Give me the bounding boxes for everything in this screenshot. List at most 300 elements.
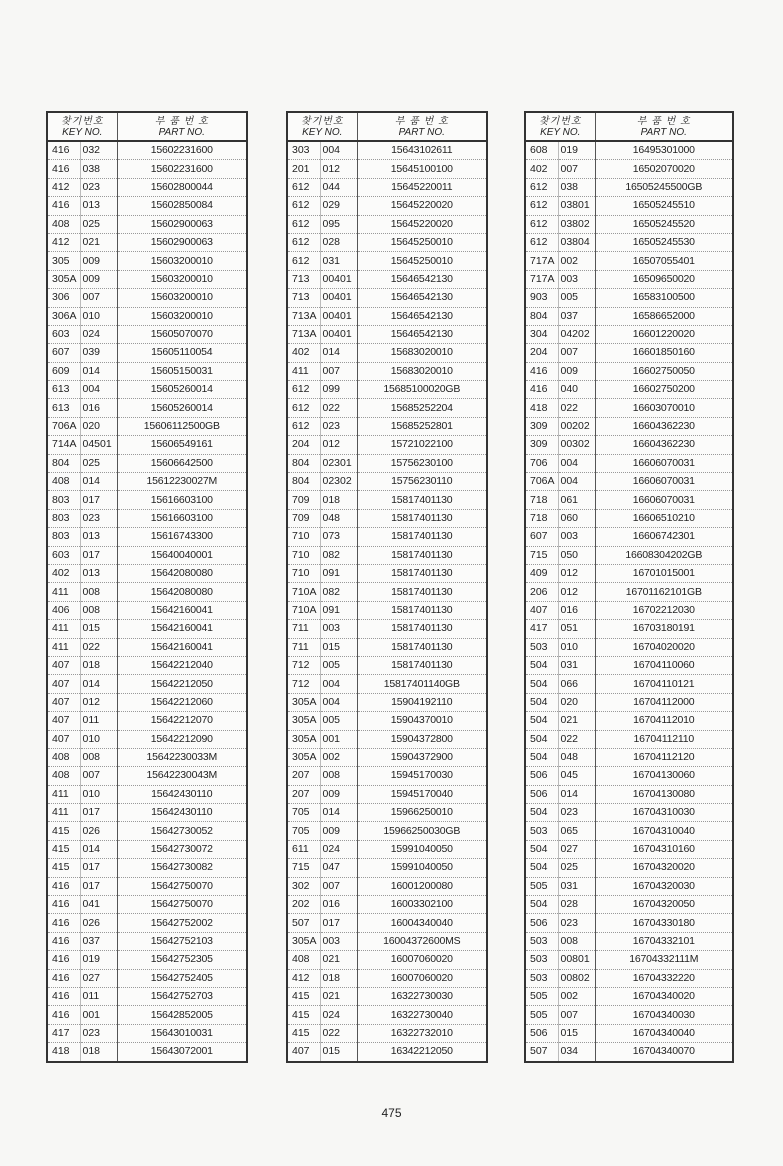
table-row	[288, 381, 486, 399]
table-row	[526, 840, 732, 858]
page-number: 475	[381, 1106, 402, 1120]
part-number: 15640040001	[117, 546, 246, 564]
key-no-group: 504	[526, 804, 558, 822]
table-row	[48, 785, 246, 803]
key-no-item: 023	[80, 1024, 117, 1042]
key-no-group: 407	[48, 693, 80, 711]
key-no-item: 025	[80, 454, 117, 472]
table-row	[526, 969, 732, 987]
key-no-item: 051	[558, 620, 595, 638]
key-no-group: 415	[288, 1024, 320, 1042]
key-no-item: 016	[80, 399, 117, 417]
key-no-item: 00801	[558, 951, 595, 969]
table-row	[48, 987, 246, 1005]
part-number: 15605260014	[117, 381, 246, 399]
key-no-group: 407	[48, 730, 80, 748]
table-row	[48, 914, 246, 932]
part-number: 16502070020	[595, 160, 732, 178]
table-row	[526, 583, 732, 601]
table-row	[526, 509, 732, 527]
key-no-item: 00802	[558, 969, 595, 987]
table-row	[288, 491, 486, 509]
key-no-item: 010	[558, 638, 595, 656]
part-number: 15605150031	[117, 362, 246, 380]
key-no-group: 305A	[288, 693, 320, 711]
key-no-group: 612	[288, 178, 320, 196]
key-no-item: 04202	[558, 325, 595, 343]
part-number: 16001200080	[357, 877, 486, 895]
key-no-item: 026	[80, 914, 117, 932]
part-number: 15817401130	[357, 638, 486, 656]
key-no-item: 023	[558, 804, 595, 822]
key-no-item: 017	[80, 859, 117, 877]
key-no-group: 409	[526, 564, 558, 582]
table-row	[48, 896, 246, 914]
table-row	[526, 289, 732, 307]
key-no-item: 03804	[558, 233, 595, 251]
key-no-item: 009	[558, 362, 595, 380]
key-no-group: 503	[526, 951, 558, 969]
key-no-item: 005	[320, 656, 357, 674]
table-row	[288, 160, 486, 178]
table-row	[288, 436, 486, 454]
key-no-item: 048	[558, 748, 595, 766]
key-no-group: 309	[526, 417, 558, 435]
key-no-group: 416	[48, 987, 80, 1005]
key-no-group: 416	[48, 951, 80, 969]
key-no-group: 713	[288, 270, 320, 288]
key-no-group: 204	[526, 344, 558, 362]
table-row	[48, 730, 246, 748]
part-number: 16704112110	[595, 730, 732, 748]
key-no-group: 418	[48, 1043, 80, 1061]
table-row	[526, 233, 732, 251]
key-no-item: 002	[558, 987, 595, 1005]
key-no-header	[526, 113, 595, 141]
part-number: 15642752703	[117, 987, 246, 1005]
part-number: 16606070031	[595, 473, 732, 491]
part-number: 15756230110	[357, 473, 486, 491]
part-number: 16704310160	[595, 840, 732, 858]
table-row	[526, 546, 732, 564]
part-number: 15616603100	[117, 509, 246, 527]
key-no-item: 018	[80, 656, 117, 674]
key-no-group: 612	[288, 399, 320, 417]
table-row	[526, 344, 732, 362]
table-row	[48, 859, 246, 877]
table-row	[288, 1043, 486, 1061]
table-row	[288, 675, 486, 693]
table-row	[526, 822, 732, 840]
key-no-group: 411	[48, 785, 80, 803]
key-no-group: 506	[526, 767, 558, 785]
key-no-item: 023	[320, 417, 357, 435]
key-no-group: 415	[288, 987, 320, 1005]
table-row	[48, 399, 246, 417]
key-no-group: 712	[288, 675, 320, 693]
part-number: 16704330180	[595, 914, 732, 932]
part-number: 16704320050	[595, 896, 732, 914]
part-number: 15642230043M	[117, 767, 246, 785]
key-no-item: 023	[80, 509, 117, 527]
key-no-group: 803	[48, 528, 80, 546]
key-no-group: 305A	[288, 730, 320, 748]
key-no-item: 00302	[558, 436, 595, 454]
key-no-item: 082	[320, 546, 357, 564]
key-no-group: 408	[48, 215, 80, 233]
part-number: 15685100020GB	[357, 381, 486, 399]
table-row	[288, 932, 486, 950]
key-no-item: 003	[558, 270, 595, 288]
part-number: 16606070031	[595, 454, 732, 472]
table-row	[48, 638, 246, 656]
part-number: 15612230027M	[117, 473, 246, 491]
key-no-group: 608	[526, 141, 558, 160]
part-number: 15645100100	[357, 160, 486, 178]
table-row	[526, 748, 732, 766]
key-no-item: 016	[320, 896, 357, 914]
key-no-item: 002	[558, 252, 595, 270]
part-no-header-ko: 부 품 번 호	[636, 116, 691, 127]
table-row	[48, 748, 246, 766]
key-no-group: 407	[48, 656, 80, 674]
table-row	[288, 987, 486, 1005]
part-number: 16004372600MS	[357, 932, 486, 950]
part-number: 15904372900	[357, 748, 486, 766]
key-no-group: 416	[48, 896, 80, 914]
key-no-group: 709	[288, 491, 320, 509]
part-number: 15642212040	[117, 656, 246, 674]
key-no-item: 03802	[558, 215, 595, 233]
key-no-item: 012	[320, 160, 357, 178]
table-header	[48, 113, 246, 141]
table-row	[48, 491, 246, 509]
table-row	[288, 141, 486, 160]
key-no-group: 609	[48, 362, 80, 380]
key-no-group: 204	[288, 436, 320, 454]
table-row	[288, 1006, 486, 1024]
key-no-header	[288, 113, 357, 141]
part-number: 15642752103	[117, 932, 246, 950]
key-no-item: 044	[320, 178, 357, 196]
key-no-item: 012	[558, 564, 595, 582]
key-no-group: 504	[526, 859, 558, 877]
key-no-item: 009	[320, 785, 357, 803]
key-no-item: 050	[558, 546, 595, 564]
part-number: 16701162101GB	[595, 583, 732, 601]
key-no-item: 020	[558, 693, 595, 711]
key-no-item: 003	[558, 528, 595, 546]
key-no-item: 027	[558, 840, 595, 858]
key-no-group: 408	[48, 473, 80, 491]
part-number: 16703180191	[595, 620, 732, 638]
table-row	[48, 712, 246, 730]
table-row	[288, 951, 486, 969]
parts-table-3	[524, 111, 734, 1063]
table-row	[48, 583, 246, 601]
table-row	[526, 712, 732, 730]
part-number: 15643102611	[357, 141, 486, 160]
key-no-item: 007	[558, 344, 595, 362]
table-row	[288, 362, 486, 380]
key-no-group: 713	[288, 289, 320, 307]
part-number: 16509650020	[595, 270, 732, 288]
key-no-group: 411	[48, 638, 80, 656]
key-no-item: 00202	[558, 417, 595, 435]
part-number: 15642230033M	[117, 748, 246, 766]
key-no-item: 003	[320, 932, 357, 950]
table-row	[288, 730, 486, 748]
key-no-group: 715	[288, 859, 320, 877]
key-no-group: 415	[48, 822, 80, 840]
table-row	[48, 160, 246, 178]
key-no-item: 009	[80, 252, 117, 270]
key-no-group: 402	[48, 564, 80, 582]
part-number: 15685252801	[357, 417, 486, 435]
key-no-group: 306	[48, 289, 80, 307]
part-number: 15683020010	[357, 344, 486, 362]
key-no-item: 028	[558, 896, 595, 914]
key-no-group: 416	[48, 197, 80, 215]
table-row	[48, 252, 246, 270]
part-number: 15605110054	[117, 344, 246, 362]
table-row	[526, 399, 732, 417]
key-no-group: 416	[526, 362, 558, 380]
part-number: 15606549161	[117, 436, 246, 454]
table-row	[526, 528, 732, 546]
key-no-group: 603	[48, 325, 80, 343]
table-row	[526, 804, 732, 822]
table-row	[48, 233, 246, 251]
key-no-group: 416	[48, 160, 80, 178]
key-no-group: 504	[526, 656, 558, 674]
table-row	[288, 270, 486, 288]
key-no-group: 407	[288, 1043, 320, 1061]
part-number: 15606112500GB	[117, 417, 246, 435]
part-number: 15945170040	[357, 785, 486, 803]
key-no-group: 804	[288, 473, 320, 491]
key-no-group: 903	[526, 289, 558, 307]
table-row	[48, 804, 246, 822]
table-row	[48, 289, 246, 307]
key-no-group: 706	[526, 454, 558, 472]
key-no-item: 016	[558, 601, 595, 619]
key-no-item: 028	[320, 233, 357, 251]
part-no-header-en: PART NO.	[398, 127, 445, 138]
part-number: 16704320020	[595, 859, 732, 877]
key-no-group: 407	[48, 712, 80, 730]
key-no-group: 706A	[48, 417, 80, 435]
key-no-group: 304	[526, 325, 558, 343]
key-no-group: 506	[526, 1024, 558, 1042]
key-no-group: 612	[288, 417, 320, 435]
key-no-item: 024	[80, 325, 117, 343]
part-number: 15605070070	[117, 325, 246, 343]
key-no-item: 091	[320, 564, 357, 582]
table-row	[526, 914, 732, 932]
part-number: 15643010031	[117, 1024, 246, 1042]
key-no-item: 018	[320, 969, 357, 987]
key-no-group: 710	[288, 528, 320, 546]
key-no-item: 021	[320, 951, 357, 969]
key-no-group: 504	[526, 712, 558, 730]
part-number: 15817401130	[357, 656, 486, 674]
key-no-group: 718	[526, 509, 558, 527]
key-no-group: 711	[288, 620, 320, 638]
key-no-group: 503	[526, 969, 558, 987]
part-number: 15605260014	[117, 399, 246, 417]
table-row	[48, 344, 246, 362]
part-number: 15603200010	[117, 289, 246, 307]
part-number: 16342212050	[390, 1045, 453, 1058]
table-row	[288, 252, 486, 270]
table-row	[288, 583, 486, 601]
key-no-item: 014	[320, 804, 357, 822]
key-no-group: 417	[48, 1024, 80, 1042]
key-no-group: 706A	[526, 473, 558, 491]
table-row	[48, 693, 246, 711]
table-row	[526, 675, 732, 693]
part-number: 16704340070	[632, 1045, 695, 1058]
key-no-item: 003	[320, 620, 357, 638]
key-no-group: 503	[526, 822, 558, 840]
key-no-item: 024	[320, 1006, 357, 1024]
key-no-item: 013	[80, 197, 117, 215]
key-no-group: 406	[48, 601, 80, 619]
table-row	[288, 454, 486, 472]
part-number: 16704020020	[595, 638, 732, 656]
key-no-item: 001	[320, 730, 357, 748]
key-no-item: 019	[558, 141, 595, 160]
part-number: 16704340040	[595, 1024, 732, 1042]
table-row	[48, 1006, 246, 1024]
key-no-item: 011	[80, 712, 117, 730]
part-number: 15817401130	[357, 491, 486, 509]
part-number: 15602900063	[117, 215, 246, 233]
part-number: 16704332220	[595, 969, 732, 987]
part-number: 16507055401	[595, 252, 732, 270]
key-no-item: 031	[558, 877, 595, 895]
key-no-group: 411	[48, 620, 80, 638]
key-no-group: 613	[48, 399, 80, 417]
key-no-item: 040	[558, 381, 595, 399]
key-no-group: 207	[288, 785, 320, 803]
part-no-header	[117, 113, 246, 141]
part-number: 15642080080	[117, 564, 246, 582]
part-number: 15817401130	[357, 546, 486, 564]
table-row	[526, 1024, 732, 1042]
part-number: 15616603100	[117, 491, 246, 509]
key-no-item: 008	[80, 601, 117, 619]
key-no-header-ko: 찾기번호	[60, 116, 104, 127]
key-no-item: 004	[320, 693, 357, 711]
key-no-group: 504	[526, 896, 558, 914]
table-row	[526, 932, 732, 950]
key-no-item: 025	[558, 859, 595, 877]
key-no-item: 014	[80, 840, 117, 858]
key-no-group: 416	[48, 877, 80, 895]
key-no-group: 504	[526, 693, 558, 711]
key-no-group: 607	[48, 344, 80, 362]
key-no-item: 015	[80, 620, 117, 638]
key-no-group: 305	[48, 252, 80, 270]
key-no-group: 507	[288, 914, 320, 932]
table-row	[288, 528, 486, 546]
part-number: 16007060020	[357, 951, 486, 969]
key-no-group: 713A	[288, 325, 320, 343]
part-number: 15645250010	[357, 233, 486, 251]
key-no-group: 612	[526, 197, 558, 215]
key-no-group: 612	[288, 233, 320, 251]
key-no-group: 504	[526, 840, 558, 858]
part-number: 15602800044	[117, 178, 246, 196]
key-no-item: 008	[80, 583, 117, 601]
key-no-group: 411	[48, 804, 80, 822]
part-number: 15642160041	[117, 638, 246, 656]
key-no-header-ko: 찾기번호	[538, 116, 582, 127]
key-no-group: 415	[48, 840, 80, 858]
key-no-item: 013	[80, 528, 117, 546]
key-no-group: 412	[288, 969, 320, 987]
table-row	[526, 160, 732, 178]
key-no-item: 017	[320, 914, 357, 932]
table-row	[48, 454, 246, 472]
key-no-group: 201	[288, 160, 320, 178]
table-row	[288, 859, 486, 877]
key-no-item: 014	[320, 344, 357, 362]
key-no-item: 025	[80, 215, 117, 233]
table-row	[48, 675, 246, 693]
part-number: 15642730052	[117, 822, 246, 840]
key-no-group: 710A	[288, 583, 320, 601]
part-number: 16704110121	[595, 675, 732, 693]
key-no-item: 060	[558, 509, 595, 527]
part-number: 15643072001	[150, 1045, 213, 1058]
key-no-item: 034	[558, 1043, 595, 1061]
key-no-group: 416	[48, 141, 80, 160]
table-row	[526, 473, 732, 491]
table-row	[48, 178, 246, 196]
key-no-group: 408	[288, 951, 320, 969]
table-row	[526, 270, 732, 288]
key-no-group: 504	[526, 730, 558, 748]
key-no-group: 506	[526, 785, 558, 803]
key-no-group: 412	[48, 178, 80, 196]
key-no-group: 202	[288, 896, 320, 914]
key-no-group: 505	[526, 877, 558, 895]
key-no-item: 013	[80, 564, 117, 582]
part-number: 16603070010	[595, 399, 732, 417]
table-row	[48, 1043, 246, 1061]
part-number: 16704130060	[595, 767, 732, 785]
part-number: 16322732010	[357, 1024, 486, 1042]
part-number: 15606642500	[117, 454, 246, 472]
key-no-item: 008	[558, 932, 595, 950]
part-number: 16701015001	[595, 564, 732, 582]
part-number: 15991040050	[357, 859, 486, 877]
key-no-header-en: KEY NO.	[302, 127, 343, 138]
part-number: 15966250010	[357, 804, 486, 822]
part-number: 16505245500GB	[595, 178, 732, 196]
key-no-item: 004	[558, 473, 595, 491]
table-row	[288, 914, 486, 932]
table-row	[288, 325, 486, 343]
key-no-group: 416	[48, 969, 80, 987]
key-no-item: 010	[80, 785, 117, 803]
part-number: 15756230100	[357, 454, 486, 472]
part-number: 16704340020	[595, 987, 732, 1005]
part-number: 16505245530	[595, 233, 732, 251]
